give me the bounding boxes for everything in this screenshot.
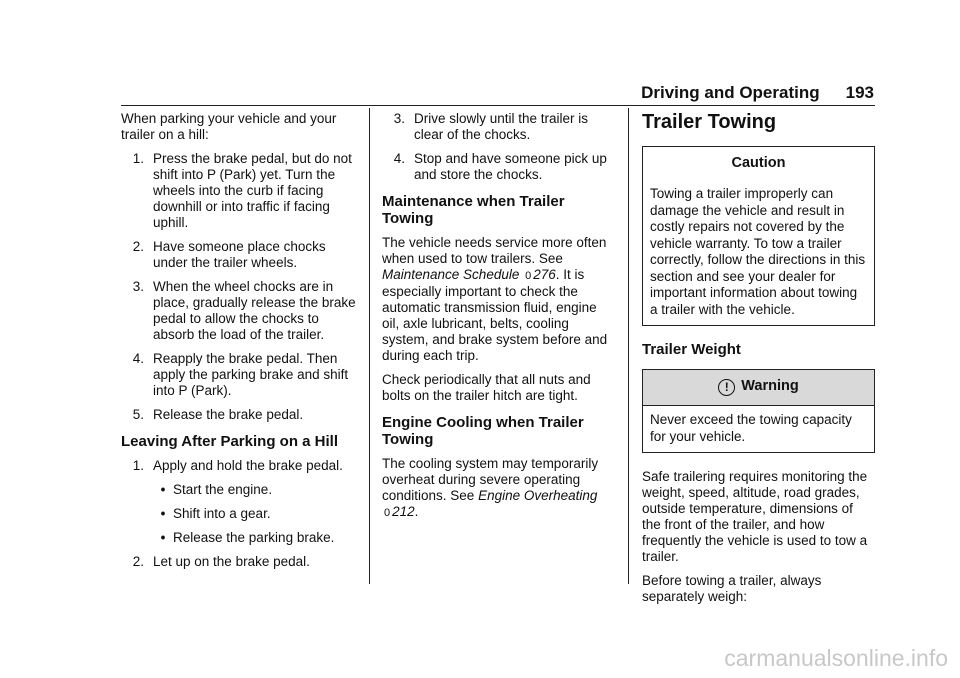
page-ref-icon: 0 [384,507,391,519]
caution-title: Caution [731,155,786,171]
hitch-paragraph: Check periodically that all nuts and bolts on the trailer hitch are tight. [382,372,591,403]
header-rule [121,105,875,106]
column-3 [642,111,875,613]
caution-box [642,146,875,326]
section-title: Driving and Operating [641,83,820,102]
leaving-heading: Leaving After Parking on a Hill [121,433,338,450]
warning-icon: ! [718,379,735,396]
step-item: 3. Drive slowly until the trailer is clear of the chocks. [393,111,589,142]
step-item: 4. Reapply the brake pedal. Then apply the parking brake and shift into P (Park). [132,351,349,398]
maintenance-heading: Maintenance when Trailer Towing [382,193,565,227]
column-1 [121,111,357,578]
trailer-towing-heading: Trailer Towing [642,111,777,133]
page-ref-icon: 0 [525,270,532,282]
engine-overheating-link[interactable]: Engine Overheating [478,488,598,503]
page-ref[interactable]: 276 [533,267,556,282]
weigh-paragraph: Before towing a trailer, always separately weigh: [642,573,822,604]
step-item: 4. Stop and have someone pick up and store the chocks. [393,151,607,182]
maintenance-schedule-link[interactable]: Maintenance Schedule [382,267,520,282]
warning-header [643,370,874,406]
watermark: carmanualsonline.info [724,645,948,671]
bullet-item: • Release the parking brake. [160,530,335,545]
hill-parking-intro: When parking your vehicle and your trailer on a hill: [121,111,337,142]
column-divider [369,108,370,584]
step-item: 2. Let up on the brake pedal. [132,554,310,569]
page-header [641,83,874,103]
page-number: 193 [845,83,874,102]
cooling-paragraph: The cooling system may temporarily overheat during severe operating conditions. See Engine Overheating 0 212. [382,456,599,519]
column-divider [628,108,629,584]
step-item: 2. Have someone place chocks under the trailer wheels. [132,239,326,270]
step-item: 5. Release the brake pedal. [132,407,304,422]
warning-text: Never exceed the towing capacity for your vehicle. [650,412,852,444]
bullet-item: • Shift into a gear. [160,506,271,521]
maintenance-paragraph: The vehicle needs service more often when used to tow trailers. See Maintenance Schedule 0 276. It is especially important to check the automatic transmission fluid, engine oil, axle lubricant, belts, cooling system, and brake system before and during each trip. [382,235,608,363]
column-2 [382,111,617,529]
safe-trailering-paragraph: Safe trailering requires monitoring the weight, speed, altitude, road grades, outside temperature, dimensions of the front of the trailer, and how frequently the vehicle is used to tow a trailer. [642,469,868,564]
step-item: 1. Press the brake pedal, but do not shift into P (Park) yet. Turn the wheels into the curb if facing downhill or into traffic if facing uphill. [132,151,352,230]
step-item: 1. Apply and hold the brake pedal. [132,458,343,473]
trailer-weight-heading: Trailer Weight [642,341,741,358]
warning-box [642,369,875,453]
caution-text: Towing a trailer improperly can damage the vehicle and result in costly repairs not covered by the vehicle warranty. To tow a trailer correctly, follow the directions in this section and see your dealer for important information about towing a trailer with the vehicle. [650,186,866,317]
cooling-heading: Engine Cooling when Trailer Towing [382,414,584,448]
bullet-item: • Start the engine. [160,482,273,497]
warning-title: Warning [741,378,799,394]
step-item: 3. When the wheel chocks are in place, gradually release the brake pedal to allow the chocks to absorb the load of the trailer. [132,279,356,342]
page-ref[interactable]: 212 [392,504,415,519]
